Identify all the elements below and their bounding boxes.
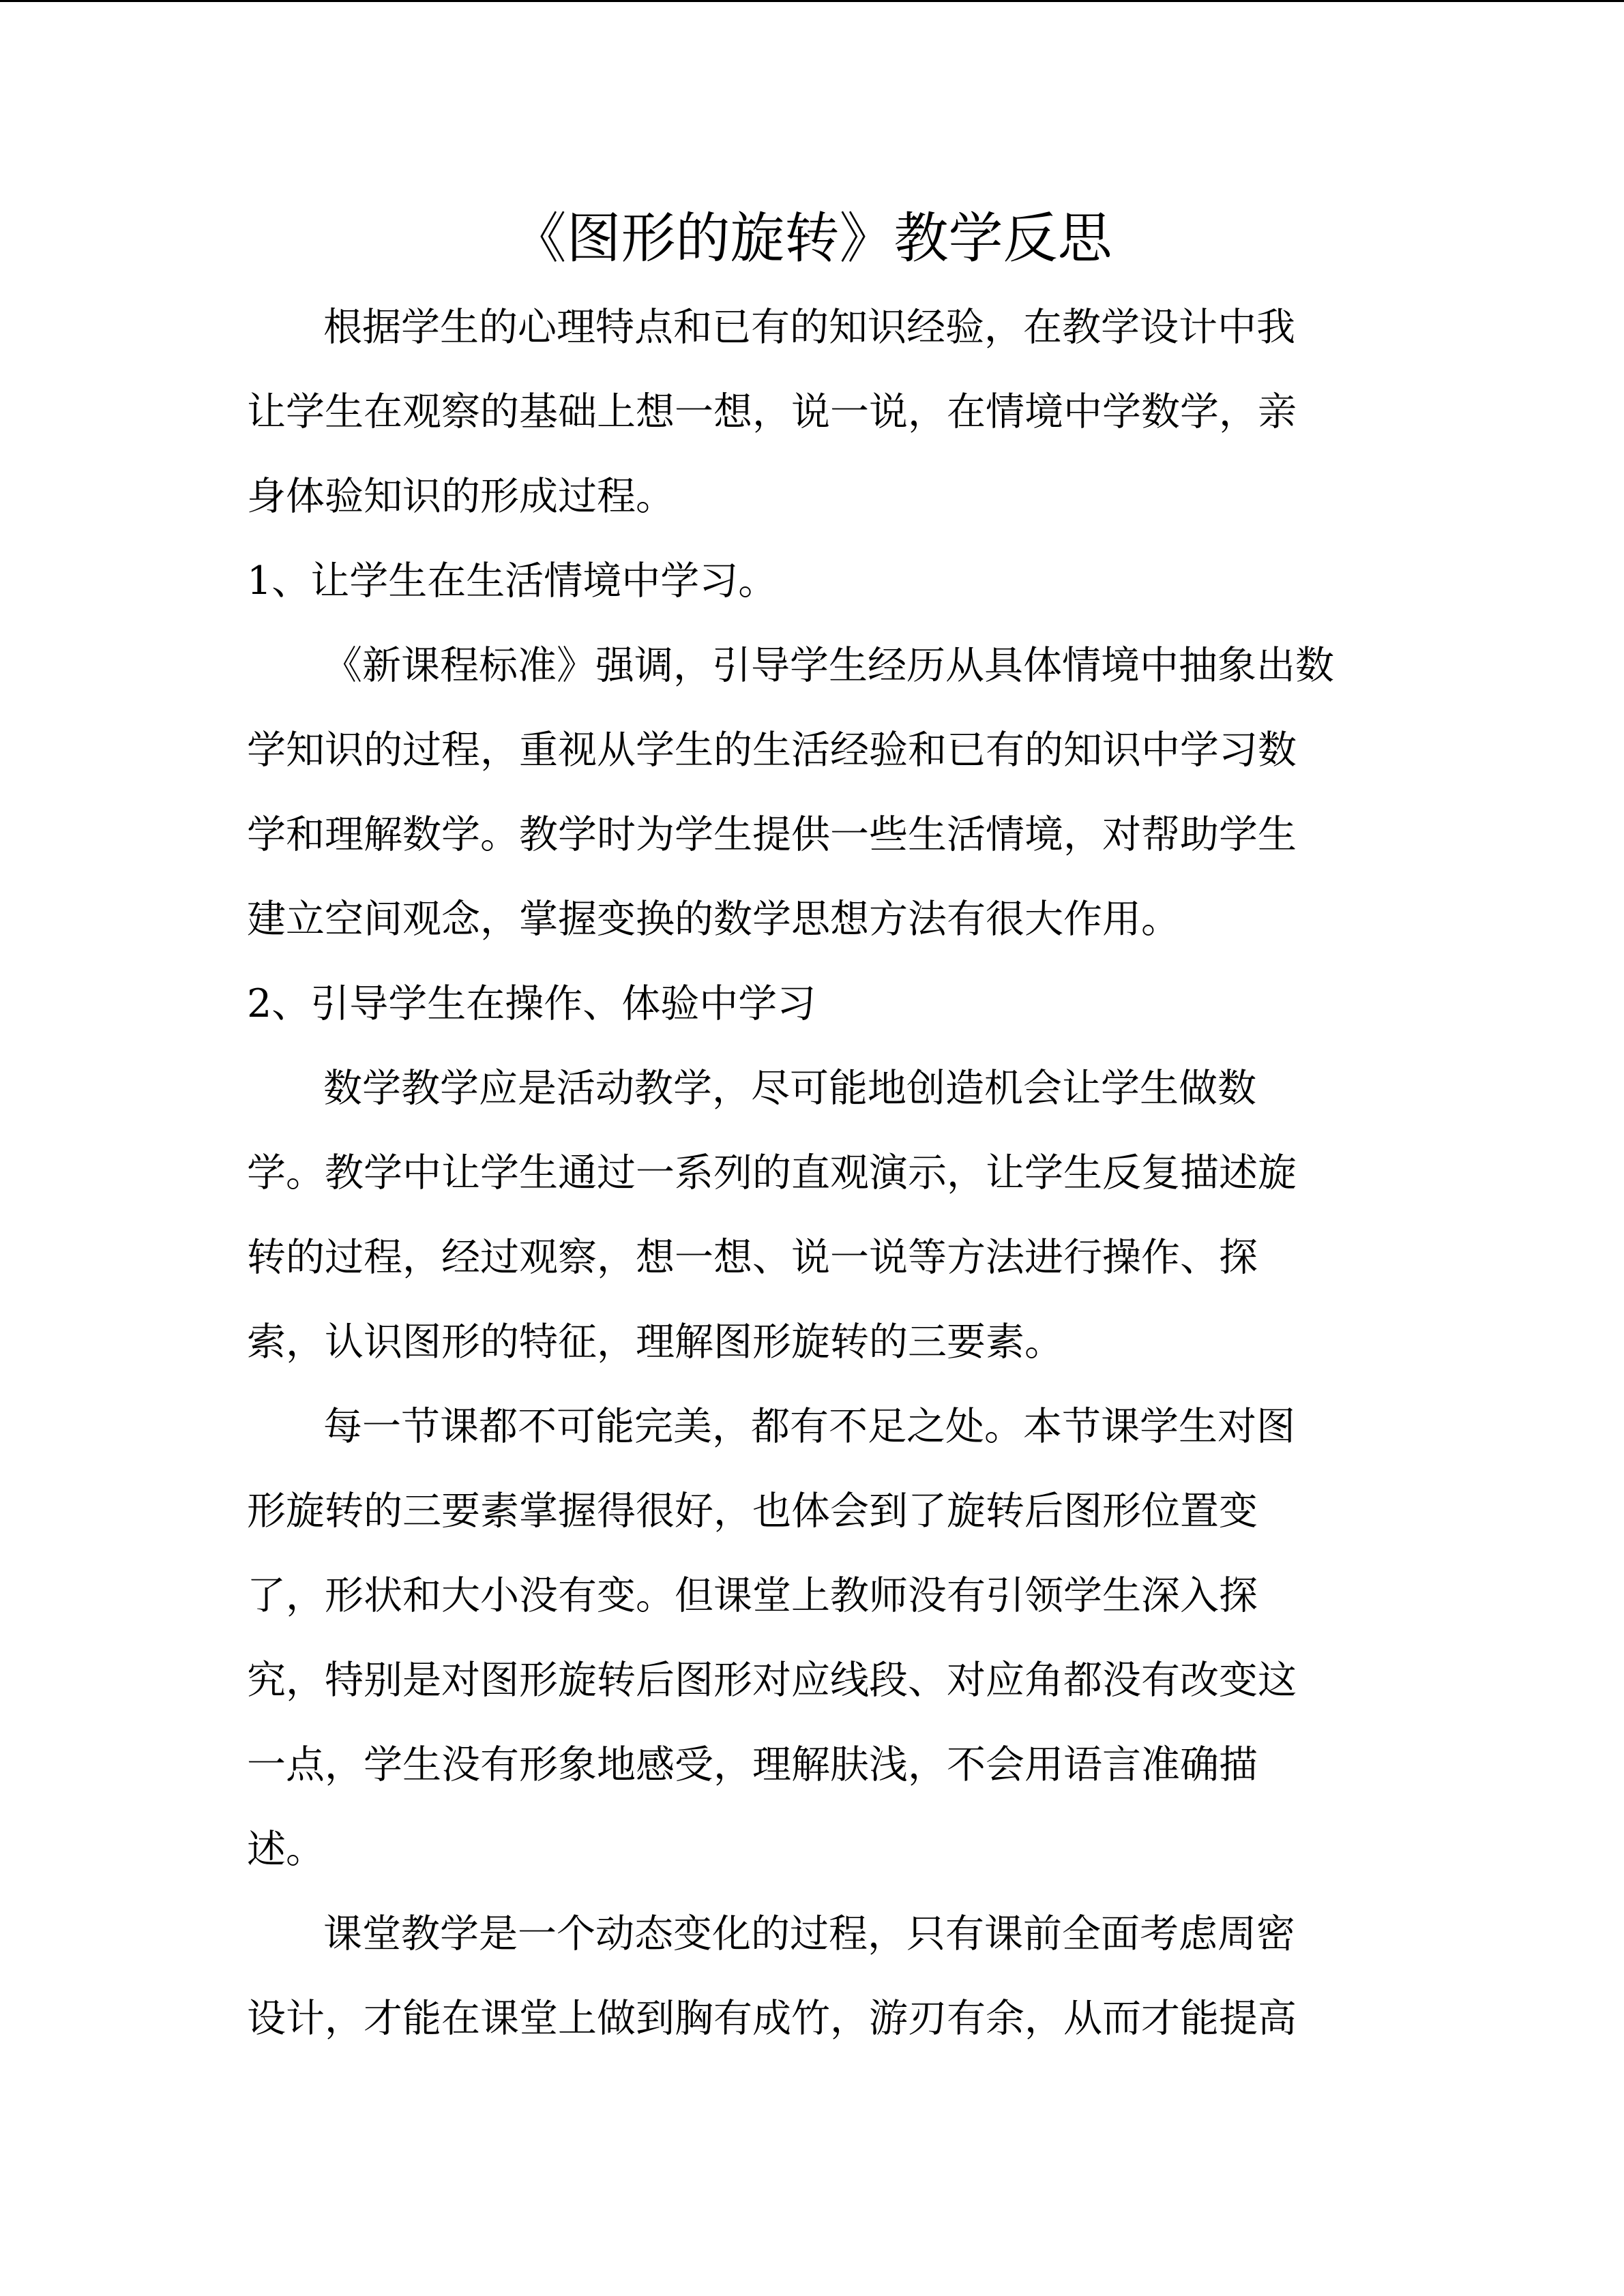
paragraph-line: 根据学生的心理特点和已有的知识经验，在教学设计中我 (323, 305, 1295, 350)
paragraph-line: 让学生在观察的基础上想一想，说一说，在情境中学数学，亲 (247, 389, 1297, 434)
paragraph-line: 了，形状和大小没有变。但课堂上教师没有引领学生深入探 (247, 1573, 1258, 1618)
paragraph-line: 学和理解数学。教学时为学生提供一些生活情境，对帮助学生 (247, 812, 1297, 857)
paragraph-line: 课堂教学是一个动态变化的过程，只有课前全面考虑周密 (323, 1911, 1295, 1956)
paragraph-line: 建立空间观念，掌握变换的数学思想方法有很大作用。 (247, 897, 1180, 942)
section-heading: 1、让学生在生活情境中学习。 (247, 558, 778, 603)
paragraph-line: 《新课程标准》强调，引导学生经历从具体情境中抽象出数 (323, 643, 1334, 688)
section-heading: 2、引导学生在操作、体验中学习 (247, 981, 816, 1026)
paragraph-line: 设计，才能在课堂上做到胸有成竹，游刃有余，从而才能提高 (247, 1996, 1297, 2041)
paragraph-line: 数学教学应是活动教学，尽可能地创造机会让学生做数 (323, 1066, 1256, 1111)
paragraph-line: 转的过程，经过观察，想一想、说一说等方法进行操作、探 (247, 1235, 1258, 1280)
paragraph-line: 索，认识图形的特征，理解图形旋转的三要素。 (247, 1320, 1063, 1365)
paragraph-line: 学。教学中让学生通过一系列的直观演示，让学生反复描述旋 (247, 1150, 1297, 1195)
paragraph-line: 形旋转的三要素掌握得很好，也体会到了旋转后图形位置变 (247, 1489, 1258, 1534)
paragraph-line: 每一节课都不可能完美，都有不足之处。本节课学生对图 (323, 1404, 1295, 1449)
paragraph-line: 学知识的过程，重视从学生的生活经验和已有的知识中学习数 (247, 728, 1297, 773)
paragraph-line: 一点，学生没有形象地感受，理解肤浅，不会用语言准确描 (247, 1742, 1258, 1787)
paragraph-line: 究，特别是对图形旋转后图形对应线段、对应角都没有改变这 (247, 1658, 1297, 1703)
paragraph-line: 述。 (247, 1827, 325, 1872)
document-title: 《图形的旋转》教学反思 (512, 207, 1112, 270)
paragraph-line: 身体验知识的形成过程。 (247, 474, 675, 519)
